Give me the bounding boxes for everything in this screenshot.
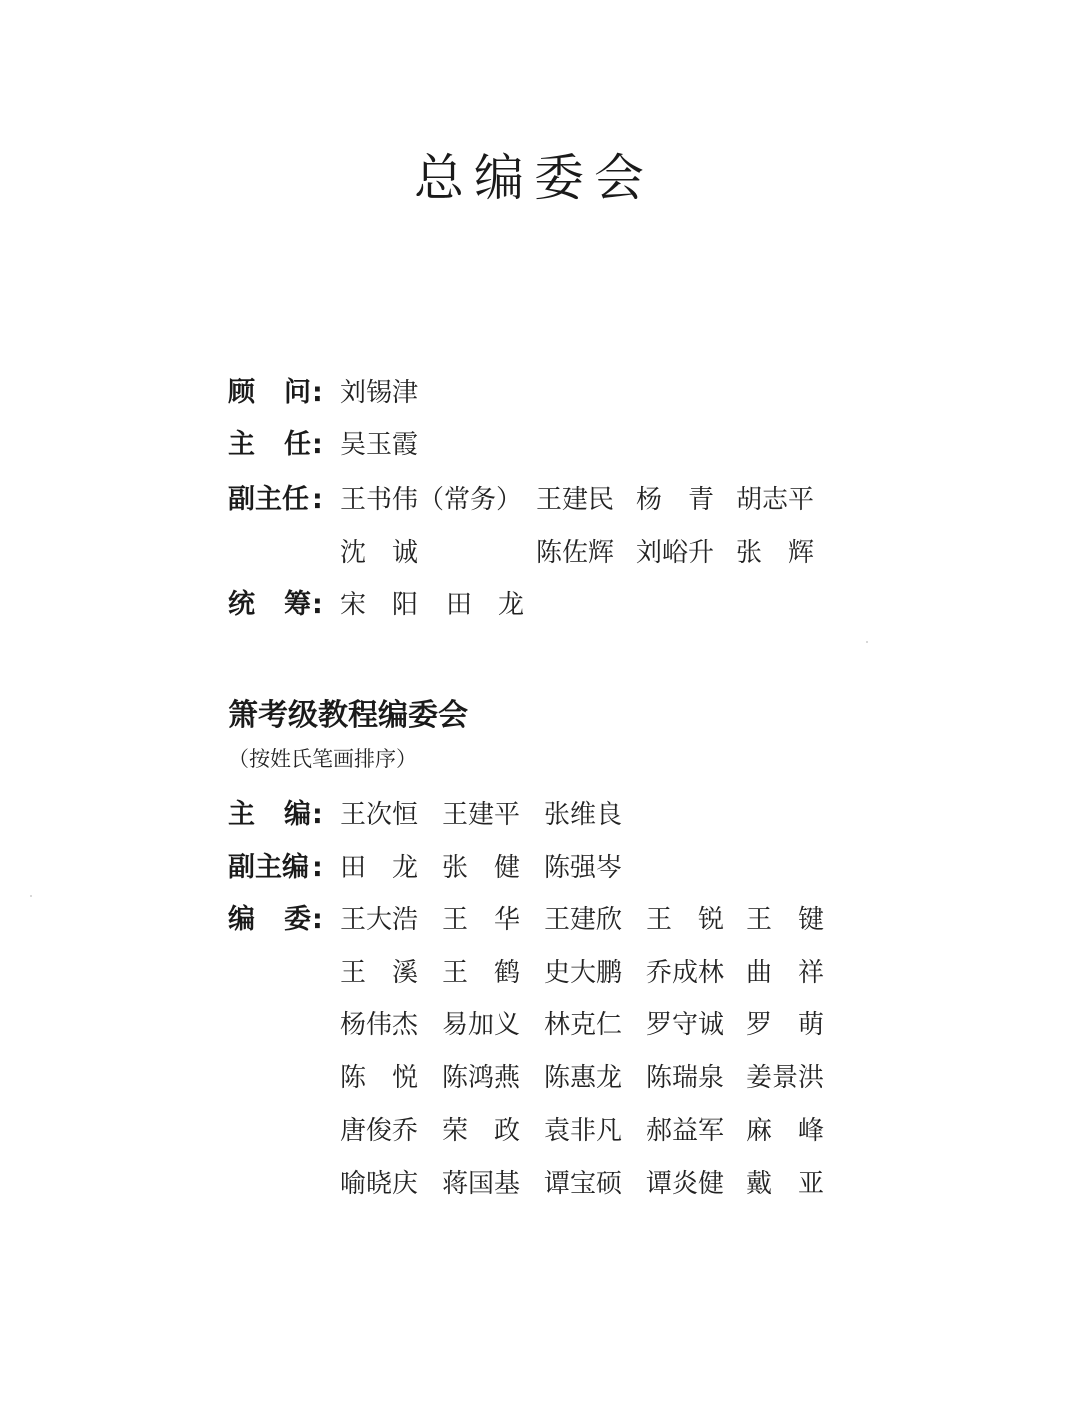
- member-name: 戴 亚: [746, 1169, 825, 1199]
- member-name: 王大浩: [340, 905, 419, 935]
- row-label: [228, 373, 340, 413]
- member-name: 张 健: [442, 853, 521, 883]
- member-name: 杨伟杰: [340, 1010, 419, 1040]
- member-name: 曲 祥: [746, 958, 825, 988]
- row-label: [228, 480, 340, 520]
- member-name: 王建欣: [544, 905, 623, 935]
- member-name: 陈强岑: [544, 853, 623, 883]
- row-label: [228, 585, 340, 625]
- member-name: 谭宝硕: [544, 1169, 623, 1199]
- member-name: 王次恒: [340, 800, 419, 830]
- row-label: [228, 848, 340, 888]
- member-name: 唐俊乔: [340, 1116, 419, 1146]
- member-name: 林克仁: [544, 1010, 623, 1040]
- label-char: 主: [228, 429, 255, 460]
- member-name: 胡志平: [736, 485, 815, 515]
- member-name: 王 鹤: [442, 958, 521, 988]
- member-name: 宋 阳: [340, 590, 419, 620]
- member-name: 刘峪升: [636, 538, 715, 568]
- label-char: 任: [284, 429, 311, 460]
- member-name: 陈 悦: [340, 1063, 419, 1093]
- label-char: 编: [284, 799, 311, 830]
- member-name: 易加义: [442, 1010, 521, 1040]
- label-colon: :: [312, 799, 323, 830]
- member-name: 王 锐: [646, 905, 725, 935]
- label-char: 顾: [228, 377, 255, 408]
- member-name: 谭炎健: [646, 1169, 725, 1199]
- label-char: 委: [284, 904, 311, 935]
- member-name: 乔成林: [646, 958, 725, 988]
- member-name: 罗 萌: [746, 1010, 825, 1040]
- row-label: [228, 425, 340, 465]
- member-name: 喻晓庆: [340, 1169, 419, 1199]
- member-name: 姜景洪: [746, 1063, 825, 1093]
- label-colon: :: [312, 904, 323, 935]
- label-colon: :: [312, 484, 323, 515]
- member-name: 荣 政: [442, 1116, 521, 1146]
- label-char: 问: [284, 377, 311, 408]
- member-name: 沈 诚: [340, 538, 419, 568]
- label-char: 主: [228, 799, 255, 830]
- member-name: 罗守诚: [646, 1010, 725, 1040]
- label-colon: :: [312, 852, 323, 883]
- scan-speck: [866, 641, 868, 643]
- member-name: 麻 峰: [746, 1116, 825, 1146]
- row-label: [228, 795, 340, 835]
- member-name: 陈鸿燕: [442, 1063, 521, 1093]
- label-char: 副主任: [228, 484, 309, 515]
- member-name: 郝益军: [646, 1116, 725, 1146]
- member-name: 陈惠龙: [544, 1063, 623, 1093]
- label-colon: :: [312, 589, 323, 620]
- member-name: 陈瑞泉: [646, 1063, 725, 1093]
- member-name: 王建平: [442, 800, 521, 830]
- member-name: 王 溪: [340, 958, 419, 988]
- member-name: 田 龙: [446, 590, 525, 620]
- member-name: 刘锡津: [340, 378, 419, 408]
- label-char: 统: [228, 589, 255, 620]
- section-title: 箫考级教程编委会: [228, 698, 468, 733]
- label-char: 编: [228, 904, 255, 935]
- label-colon: :: [312, 429, 323, 460]
- member-name: 王建民: [536, 485, 615, 515]
- member-name: 蒋国基: [442, 1169, 521, 1199]
- label-char: 副主编: [228, 852, 309, 883]
- member-name: 吴玉霞: [340, 430, 419, 460]
- row-label: [228, 900, 340, 940]
- label-colon: :: [312, 377, 323, 408]
- member-name: 田 龙: [340, 853, 419, 883]
- label-char: 筹: [284, 589, 311, 620]
- member-name: 张维良: [544, 800, 623, 830]
- main-title: 总编委会: [414, 149, 654, 207]
- member-name: 袁非凡: [544, 1116, 623, 1146]
- scan-speck: [30, 895, 32, 897]
- member-name: 王书伟（常务）: [340, 485, 523, 515]
- member-name: 杨 青: [636, 485, 715, 515]
- member-name: 王 华: [442, 905, 521, 935]
- member-name: 王 键: [746, 905, 825, 935]
- member-name: 陈佐辉: [536, 538, 615, 568]
- member-name: 张 辉: [736, 538, 815, 568]
- member-name: 史大鹏: [544, 958, 623, 988]
- section-subtitle: （按姓氏笔画排序）: [228, 747, 417, 771]
